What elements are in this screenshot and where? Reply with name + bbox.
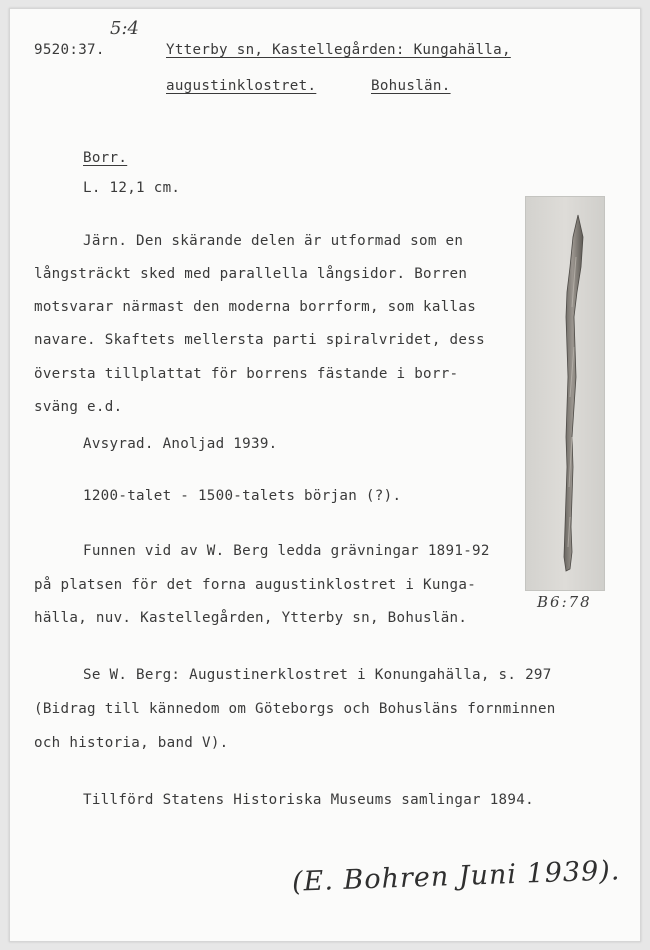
reference-line: Se W. Berg: Augustinerklostret i Konungahälla, s. 297 [83,667,552,683]
catalog-number: 9520:37. [34,42,105,58]
acquisition-note: Tillförd Statens Historiska Museums samlingar 1894. [83,792,534,808]
description-line: Järn. Den skärande delen är utformad som en [83,233,464,249]
description-line: navare. Skaftets mellersta parti spiralvridet, dess [34,332,485,348]
description-line: långsträckt sked med parallella långsidor. Borren [34,266,468,282]
artifact-photo [525,196,605,591]
drill-bit-image [526,197,604,590]
description-line: motsvarar närmast den moderna borrform, som kallas [34,299,477,315]
dating: 1200-talet - 1500-talets början (?). [83,488,402,504]
object-length: L. 12,1 cm. [83,180,181,196]
conservation-note: Avsyrad. Anoljad 1939. [83,436,278,452]
province: Bohuslän. [371,78,451,94]
find-line: hälla, nuv. Kastellegården, Ytterby sn, Bohuslän. [34,610,468,626]
catalog-card [9,8,641,942]
find-line: på platsen för det forna augustinklostret i Kunga- [34,577,477,593]
locality-line-1: Ytterby sn, Kastellegården: Kungahälla, [166,42,511,58]
reference-line: och historia, band V). [34,735,229,751]
handwritten-number: 5:4 [110,18,139,39]
object-name: Borr. [83,150,128,166]
description-line: sväng e.d. [34,399,123,415]
description-line: översta tillplattat för borrens fästande i borr- [34,366,459,382]
locality-line-2: augustinklostret. [166,78,317,94]
photo-caption: B6:78 [537,593,592,611]
handwritten-signature: (E. Bohren Juni 1939). [291,855,621,898]
reference-line: (Bidrag till kännedom om Göteborgs och Bohusläns fornminnen [34,701,556,717]
find-line: Funnen vid av W. Berg ledda grävningar 1891-92 [83,543,490,559]
